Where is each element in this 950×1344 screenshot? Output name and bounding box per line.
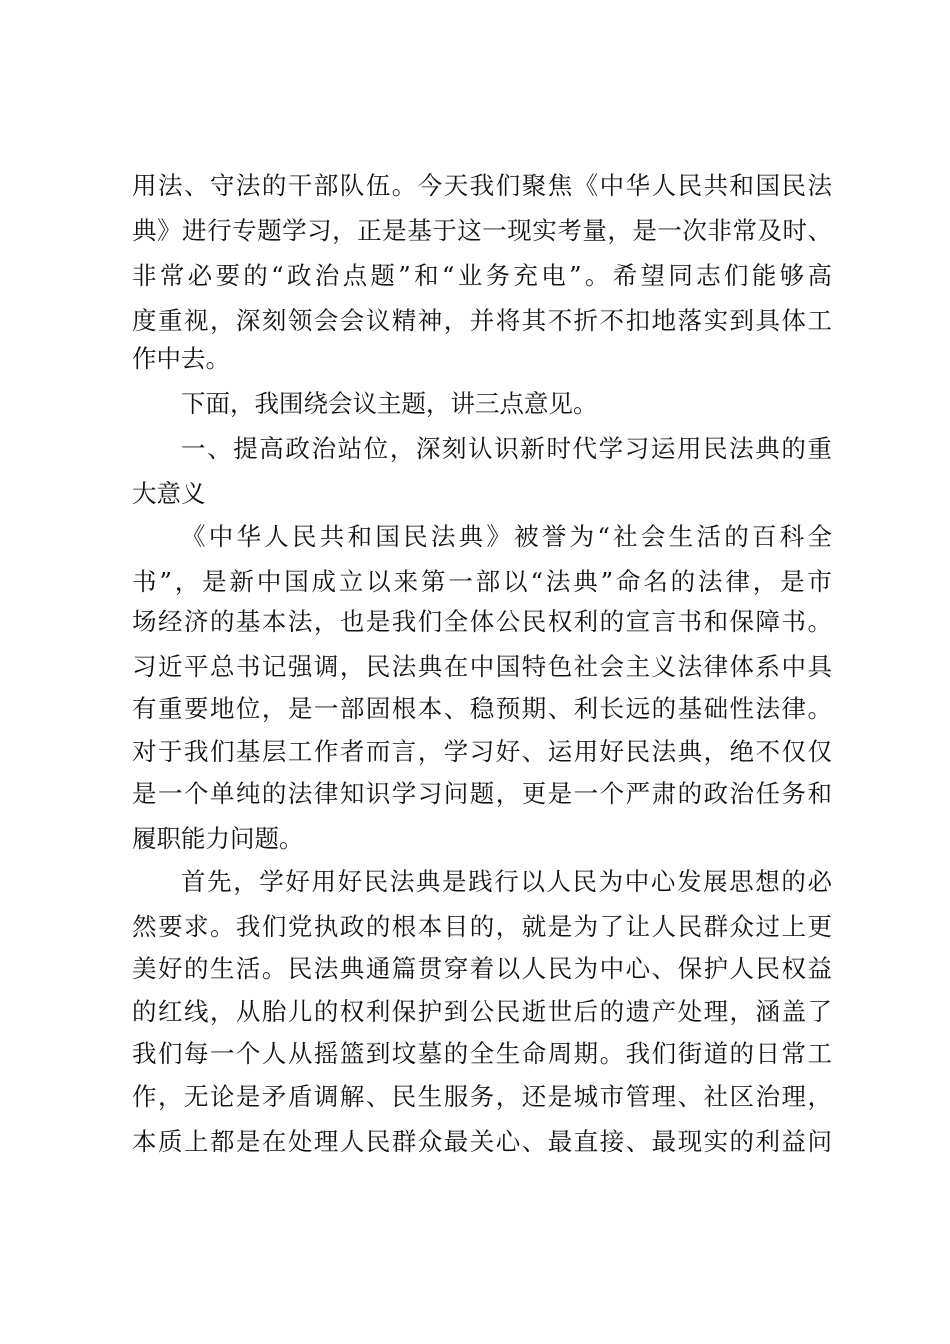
text-line: 习近平总书记强调，民法典在中国特色社会主义法律体系中具: [132, 652, 832, 681]
text-line: 美好的生活。民法典通篇贯穿着以人民为中心、保护人民权益: [132, 954, 832, 983]
text-line: 对于我们基层工作者而言，学习好、运用好民法典，绝不仅仅: [132, 737, 832, 766]
section-heading: 一、提高政治站位，深刻认识新时代学习运用民法典的重: [181, 434, 832, 463]
text-line: 首先，学好用好民法典是践行以人民为中心发展思想的必: [181, 867, 832, 896]
text-line: 作中去。: [132, 344, 230, 373]
text-line: 的红线，从胎儿的权利保护到公民逝世后的遗产处理，涵盖了: [132, 997, 832, 1026]
text-line: 作，无论是矛盾调解、民生服务，还是城市管理、社区治理，: [132, 1082, 832, 1111]
section-heading: 大意义: [132, 479, 206, 508]
text-line: 场经济的基本法，也是我们全体公民权利的宣言书和保障书。: [132, 607, 832, 636]
text-line: 有重要地位，是一部固根本、稳预期、利长远的基础性法律。: [132, 694, 832, 723]
text-line: 履职能力问题。: [132, 824, 304, 853]
text-line: 《中华人民共和国民法典》被誉为“社会生活的百科全: [181, 522, 832, 551]
text-line: 非常必要的“政治点题”和“业务充电”。希望同志们能够高: [132, 261, 832, 290]
text-line: 我们每一个人从摇篮到坟墓的全生命周期。我们街道的日常工: [132, 1039, 832, 1068]
text-line: 度重视，深刻领会会议精神，并将其不折不扣地落实到具体工: [132, 306, 832, 335]
text-line: 用法、守法的干部队伍。今天我们聚焦《中华人民共和国民法: [132, 171, 832, 200]
text-line: 是一个单纯的法律知识学习问题，更是一个严肃的政治任务和: [132, 779, 832, 808]
text-line: 然要求。我们党执政的根本目的，就是为了让人民群众过上更: [132, 912, 832, 941]
text-line: 书”，是新中国成立以来第一部以“法典”命名的法律，是市: [132, 567, 832, 596]
text-line: 典》进行专题学习，正是基于这一现实考量，是一次非常及时、: [132, 216, 832, 245]
text-line: 本质上都是在处理人民群众最关心、最直接、最现实的利益问: [132, 1127, 832, 1156]
text-line: 下面，我围绕会议主题，讲三点意见。: [181, 389, 598, 418]
